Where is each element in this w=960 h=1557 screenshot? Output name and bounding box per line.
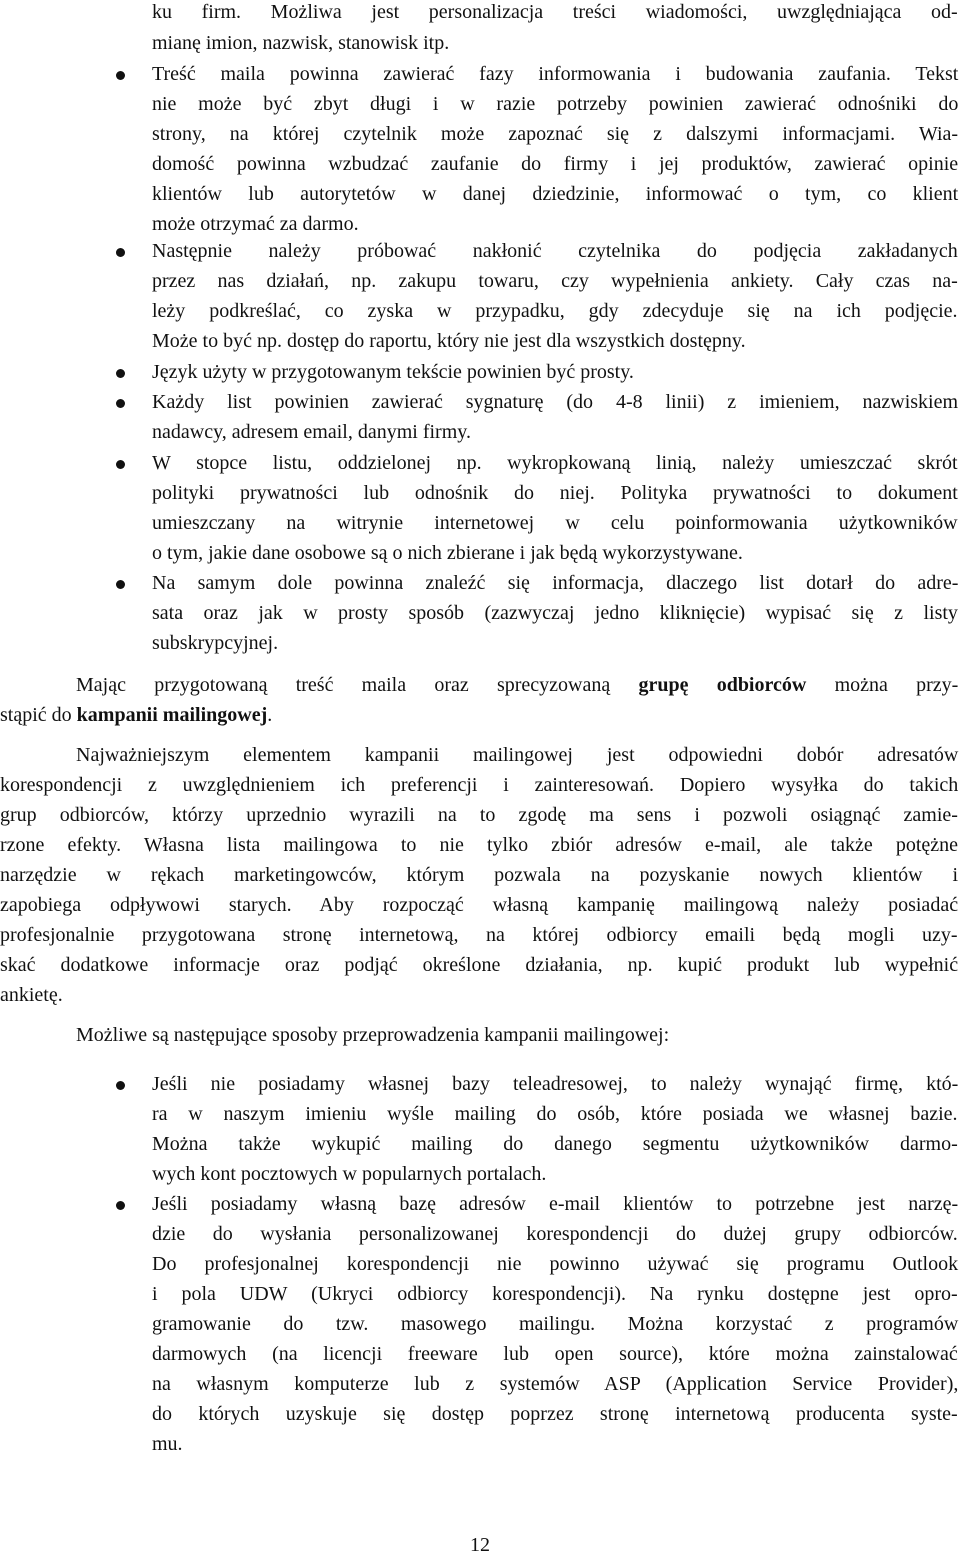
bullet-icon (116, 399, 125, 408)
text-span: Mając przygotowaną treść maila oraz sprecyzowaną (76, 674, 639, 696)
text-line: Najważniejszym elementem kampanii mailingowej jest odpowiedni dobór adresatów (76, 744, 959, 766)
text-line: leży podkreślać, co zyska w przypadku, gdy zdecyduje się na ich podjęcie. (152, 300, 958, 322)
text-line: i pola UDW (Ukryci odbiorcy korespondencji). Na rynku dostępne jest opro- (152, 1283, 958, 1305)
paragraph-line (0, 703, 272, 727)
text-line: profesjonalnie przygotowana stronę internetową, na której odbiorcy emaili będą mogli uzy- (0, 924, 958, 946)
text-line: grup odbiorców, którzy uprzednio wyrazili na to zgodę ma sens i pozwoli osiągnąć zamie- (0, 804, 958, 826)
text-line: Na samym dole powinna znaleźć się informacja, dlaczego list dotarł do adre- (152, 572, 959, 594)
text-line: umieszczany na witrynie internetowej w celu poinformowania użytkowników (152, 512, 958, 534)
bold-term-mailing-campaign: kampanii mailingowej (76, 704, 268, 726)
text-line: Można także wykupić mailing do danego segmentu użytkowników darmo- (152, 1133, 958, 1155)
text-line: sata oraz jak w prosty sposób (zazwyczaj jedno kliknięcie) wypisać się z listy (152, 602, 958, 624)
text-line: do których uzyskuje się dostęp poprzez stronę internetową producenta syste- (152, 1403, 958, 1425)
text-line: W stopce listu, oddzielonej np. wykropkowaną linią, należy umieszczać skrót (152, 452, 958, 474)
text-line: narzędzie w rękach marketingowców, którym pozwala na pozyskanie nowych klientów i (0, 864, 959, 886)
text-span: stąpić do (0, 704, 77, 726)
text-line: na własnym komputerze lub z systemów ASP (Application Service Provider), (152, 1373, 959, 1395)
text-line: Każdy list powinien zawierać sygnaturę (do 4-8 linii) z imieniem, nazwiskiem (152, 391, 959, 413)
text-line: nadawcy, adresem email, danymi firmy. (152, 421, 471, 443)
text-line: klientów lub autorytetów w danej dziedzinie, informować o tym, co klient (152, 183, 959, 205)
text-line: Treść maila powinna zawierać fazy informowania i budowania zaufania. Tekst (152, 63, 959, 85)
bullet-icon (116, 71, 125, 80)
text-line: gramowanie do tzw. masowego mailingu. Można korzystać z programów (152, 1313, 959, 1335)
text-line: ku firm. Możliwa jest personalizacja treści wiadomości, uwzględniająca od- (152, 1, 958, 23)
text-line: strony, na której czytelnik może zapoznać się z dalszymi informacjami. Wia- (152, 123, 959, 145)
text-line: Język użyty w przygotowanym tekście powinien być prosty. (152, 361, 634, 383)
text-line: rzone efekty. Własna lista mailingowa to nie tylko zbiór adresów e-mail, ale także potężne (0, 834, 959, 856)
text-line: ankietę. (0, 984, 63, 1006)
text-line: Jeśli nie posiadamy własnej bazy teleadresowej, to należy wynająć firmę, któ- (152, 1073, 959, 1095)
text-line: korespondencji z uwzględnieniem ich preferencji i zainteresowań. Dopiero wysyłka do takich (0, 774, 959, 796)
text-line: Następnie należy próbować nakłonić czytelnika do podjęcia zakładanych (152, 240, 958, 262)
paragraph-line (76, 673, 958, 697)
text-line: polityki prywatności lub odnośnik do niej. Polityka prywatności to dokument (152, 482, 958, 504)
text-line: Może to być np. dostęp do raportu, który nie jest dla wszystkich dostępny. (152, 330, 746, 352)
bullet-icon (116, 1201, 125, 1210)
text-line: Możliwe są następujące sposoby przeprowadzenia kampanii mailingowej: (76, 1024, 670, 1046)
text-line: skać dodatkowe informacje oraz podjąć określone działania, np. kupić produkt lub wypełnić (0, 954, 959, 976)
bullet-icon (116, 580, 125, 589)
bold-term-recipient-group: grupę odbiorców (638, 674, 807, 696)
text-span: można przy- (806, 674, 959, 696)
text-line: może otrzymać za darmo. (152, 213, 359, 235)
text-line: ra w naszym imieniu wyśle mailing do osób, które posiada we własnej bazie. (152, 1103, 958, 1125)
bullet-icon (116, 248, 125, 257)
text-line: zapobiega odpływowi starych. Aby rozpocząć własną kampanię mailingową należy posiadać (0, 894, 959, 916)
text-line: subskrypcyjnej. (152, 632, 279, 654)
text-line: dzie do wysłania personalizowanej korespondencji do dużej grupy odbiorców. (152, 1223, 958, 1245)
text-line: o tym, jakie dane osobowe są o nich zbierane i jak będą wykorzystywane. (152, 542, 743, 564)
text-line: nie może być zbyt długi i w razie potrzeby powinien zawierać odnośniki do (152, 93, 959, 115)
text-span: . (267, 704, 273, 726)
text-line: mu. (152, 1433, 183, 1455)
text-line: przez nas działań, np. zakupu towaru, czy wypełnienia ankiety. Cały czas na- (152, 270, 958, 292)
page-number: 12 (470, 1534, 490, 1556)
text-line: Jeśli posiadamy własną bazę adresów e-mail klientów to potrzebne jest narzę- (152, 1193, 959, 1215)
text-line: domość powinna wzbudzać zaufanie do firmy i jej produktów, zawierać opinie (152, 153, 959, 175)
text-line: mianę imion, nazwisk, stanowisk itp. (152, 32, 450, 54)
bullet-icon (116, 460, 125, 469)
bullet-icon (116, 1081, 125, 1090)
text-line: wych kont pocztowych w popularnych portalach. (152, 1163, 547, 1185)
text-line: Do profesjonalnej korespondencji nie powinno używać się programu Outlook (152, 1253, 959, 1275)
bullet-icon (116, 369, 125, 378)
text-line: darmowych (na licencji freeware lub open source), które można zainstalować (152, 1343, 958, 1365)
